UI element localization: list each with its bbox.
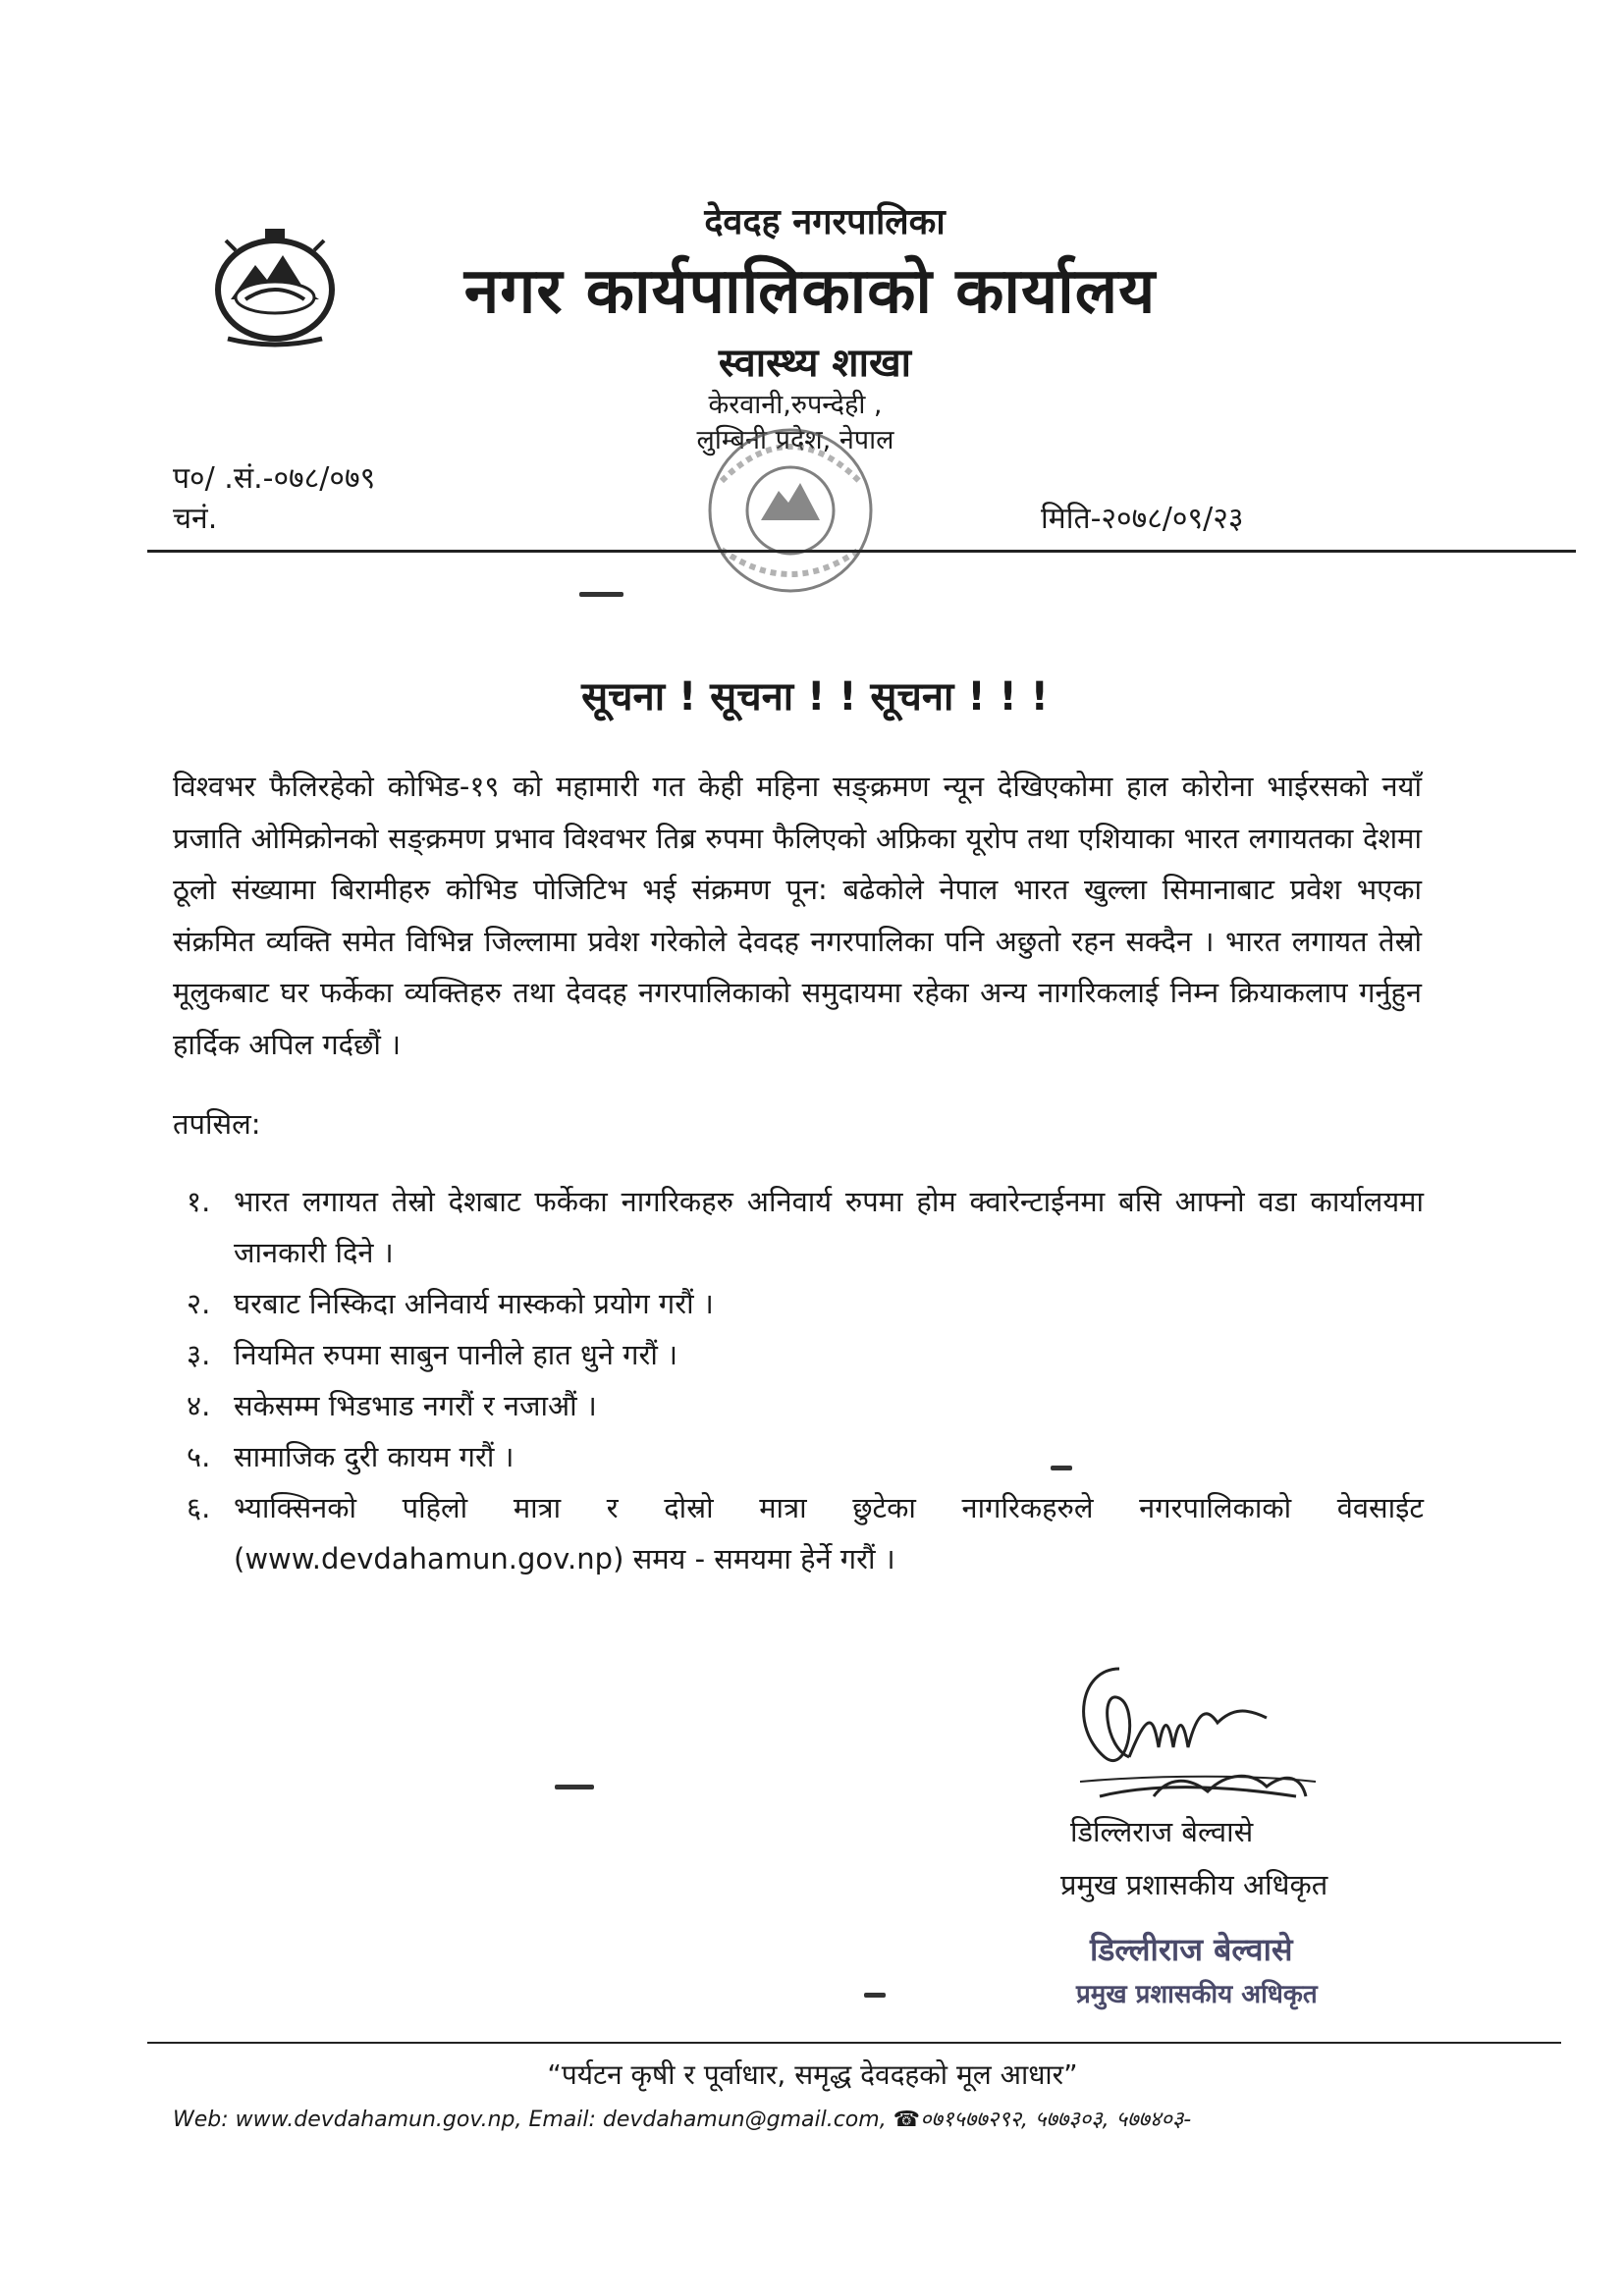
list-item-number: १. — [187, 1185, 211, 1218]
office-name: नगर कार्यपालिकाको कार्यालय — [463, 255, 1157, 328]
list-item-number: ३. — [187, 1338, 211, 1371]
header-divider — [147, 550, 1576, 553]
municipality-name: देवदह नगरपालिका — [704, 202, 946, 242]
list-item — [187, 1380, 1424, 1431]
list-item-number: २. — [187, 1287, 211, 1320]
scan-mark — [1051, 1466, 1072, 1470]
signatory-title: प्रमुख प्रशासकीय अधिकृत — [1060, 1868, 1328, 1901]
list-item-text: सकेसम्म भिडभाड नगरौं र नजाऔं । — [234, 1389, 597, 1422]
footer-divider — [147, 2042, 1561, 2044]
office-seal-stamp — [682, 422, 908, 622]
list-item-number: ५. — [187, 1440, 211, 1473]
notice-date: मिति-२०७८/०९/२३ — [1041, 502, 1244, 536]
address-line-2: लुम्बिनी प्रदेश, नेपाल — [696, 425, 894, 455]
list-item — [187, 1278, 1424, 1329]
list-heading: तपसिल: — [173, 1107, 261, 1141]
footer-motto: “पर्यटन कृषी र पूर्वाधार, समृद्ध देवदहको मूल आधार” — [547, 2058, 1078, 2091]
list-item — [187, 1329, 1424, 1380]
list-item — [187, 1176, 1424, 1278]
handwritten-signature — [1060, 1649, 1355, 1820]
reference-number: प०/ .सं.-०७८/०७९ — [173, 461, 376, 496]
list-item-text: भारत लगायत तेस्रो देशबाट फर्केका नागरिकहरु अनिवार्य रुपमा होम क्वारेन्टाईनमा बसि आफ्नो वडा कार्यालयमा जानकारी दिने । — [234, 1185, 1424, 1269]
scan-mark — [555, 1785, 594, 1789]
name-stamp: डिल्लीराज बेल्वासे — [1090, 1931, 1293, 1968]
instruction-list — [187, 1176, 1424, 1584]
notice-body-paragraph: विश्वभर फैलिरहेको कोभिड-१९ को महामारी गत केही महिना सङ्क्रमण न्यून देखिएकोमा हाल कोरोना भाईरसको नयाँ प्रजाति ओमिक्रोनको सङ्क्रमण प्रभाव विश्वभर तिब्र रुपमा फैलिएको अफ्रिका यूरोप तथा एशियाका भारत लगायतका देशमा ठूलो संख्यामा बिरामीहरु कोभिड पोजिटिभ भई संक्रमण पून: बढेकोले नेपाल भारत खुल्ला सिमानाबाट प्रवेश भएका संक्रमित व्यक्ति समेत विभिन्न जिल्लामा प्रवेश गरेकोले देवदह नगरपालिका पनि अछुतो रहन सक्दैन । भारत लगायत तेस्रो मूलुकबाट घर फर्केका व्यक्तिहरु तथा देवदह नगरपालिकाको समुदायमा रहेका अन्य नागरिकलाई निम्न क्रियाकलाप गर्नुहुन हार्दिक अपिल गर्दछौं । — [173, 770, 1422, 1061]
list-item-text: घरबाट निस्किदा अनिवार्य मास्कको प्रयोग गरौं । — [234, 1287, 714, 1320]
address-line-1: केरवानी,रुपन्देही , — [708, 390, 883, 420]
branch-name: स्वास्थ्य शाखा — [718, 341, 912, 386]
dispatch-number-label: चनं. — [173, 502, 218, 536]
scan-mark — [864, 1993, 886, 1998]
scan-mark — [579, 592, 623, 597]
list-item-number: ४. — [187, 1389, 211, 1422]
list-item-number: ६. — [187, 1491, 211, 1524]
title-stamp: प्रमुख प्रशासकीय अधिकृत — [1076, 1980, 1318, 2009]
notice-title: सूचना ! सूचना ! ! सूचना ! ! ! — [581, 674, 1049, 720]
signatory-name: डिल्लिराज बेल्वासे — [1070, 1815, 1254, 1848]
nepal-emblem-logo — [206, 221, 344, 352]
list-item-text: नियमित रुपमा साबुन पानीले हात धुने गरौं । — [234, 1338, 678, 1371]
footer-contact: Web: www.devdahamun.gov.np, Email: devdahamun@gmail.com, ☎०७१५७७२९२, ५७७३०३, ५७७४०३- — [173, 2108, 1192, 2132]
list-item-text: भ्याक्सिनको पहिलो मात्रा र दोस्रो मात्रा छुटेका नागरिकहरुले नगरपालिकाको वेवसाईट (www.devdahamun.gov.np) समय - समयमा हेर्ने गरौं । — [234, 1491, 1424, 1575]
list-item-text: सामाजिक दुरी कायम गरौं । — [234, 1440, 514, 1473]
list-item — [187, 1482, 1424, 1584]
list-item — [187, 1431, 1424, 1482]
